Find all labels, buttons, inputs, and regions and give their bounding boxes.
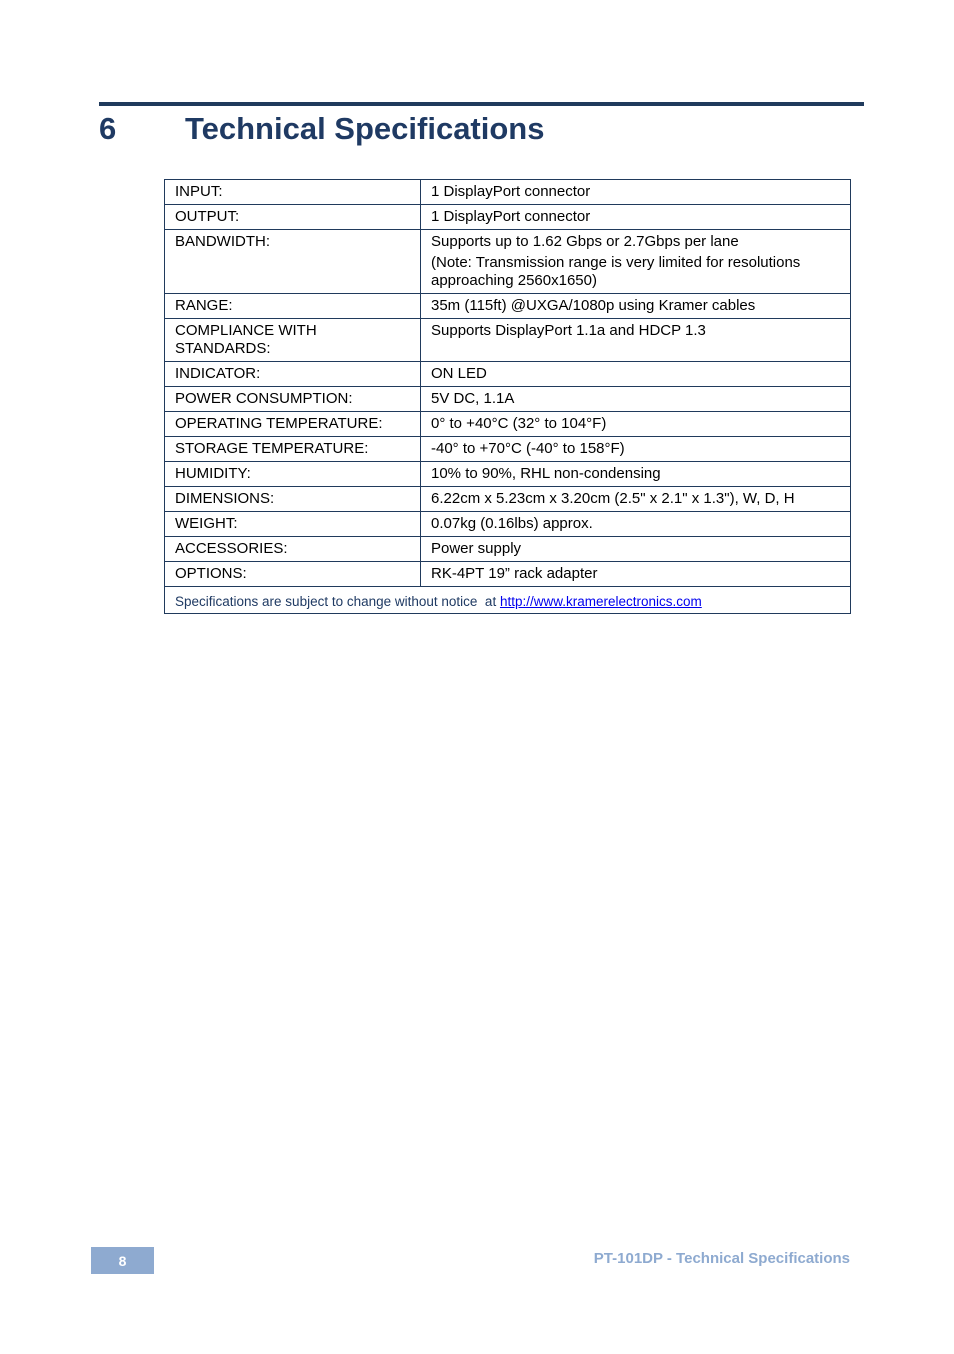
section-title: Technical Specifications (185, 111, 545, 146)
spec-value-line: -40° to +70°C (-40° to 158°F) (431, 440, 625, 457)
spec-value-line: 0° to +40°C (32° to 104°F) (431, 415, 607, 432)
heading-rule (99, 102, 864, 106)
kramer-website-link[interactable]: http://www.kramerelectronics.com (499, 594, 702, 609)
spec-value (421, 487, 851, 512)
spec-label: RANGE: (165, 294, 421, 319)
spec-value-line: 35m (115ft) @UXGA/1080p using Kramer cables (431, 297, 756, 314)
spec-value (421, 387, 851, 412)
spec-row (165, 319, 851, 362)
spec-value (421, 180, 851, 205)
spec-value-line: Supports up to 1.62 Gbps or 2.7Gbps per lane (431, 233, 739, 250)
spec-row (165, 437, 851, 462)
spec-label: DIMENSIONS: (165, 487, 421, 512)
spec-row (165, 387, 851, 412)
spec-value (421, 512, 851, 537)
spec-row (165, 362, 851, 387)
spec-label: OPERATING TEMPERATURE: (165, 412, 421, 437)
spec-value (421, 412, 851, 437)
spec-value-line: 5V DC, 1.1A (431, 390, 515, 407)
spec-row (165, 487, 851, 512)
spec-value-line: RK-4PT 19” rack adapter (431, 565, 598, 582)
spec-label: OPTIONS: (165, 562, 421, 587)
spec-label: BANDWIDTH: (165, 230, 421, 294)
spec-label: STORAGE TEMPERATURE: (165, 437, 421, 462)
spec-value-line: 6.22cm x 5.23cm x 3.20cm (2.5" x 2.1" x 1.3"), W, D, H (431, 490, 795, 507)
spec-note (165, 587, 851, 614)
spec-row (165, 412, 851, 437)
spec-value-line: 1 DisplayPort connector (431, 183, 591, 200)
spec-value-line: 0.07kg (0.16lbs) approx. (431, 515, 593, 532)
spec-value (421, 205, 851, 230)
spec-label: WEIGHT: (165, 512, 421, 537)
page-number: 8 (91, 1247, 154, 1274)
spec-value (421, 462, 851, 487)
spec-value-line: ON LED (431, 365, 487, 382)
spec-row (165, 294, 851, 319)
spec-row (165, 462, 851, 487)
spec-table (164, 179, 851, 614)
spec-value (421, 294, 851, 319)
spec-value-line: 1 DisplayPort connector (431, 208, 591, 225)
spec-value (421, 437, 851, 462)
spec-note-text: Specifications are subject to change without notice at (175, 594, 500, 609)
spec-row (165, 180, 851, 205)
spec-value (421, 537, 851, 562)
spec-label: OUTPUT: (165, 205, 421, 230)
spec-label: ACCESSORIES: (165, 537, 421, 562)
spec-label: INPUT: (165, 180, 421, 205)
spec-row (165, 562, 851, 587)
spec-value (421, 230, 851, 294)
spec-label: INDICATOR: (165, 362, 421, 387)
spec-label: POWER CONSUMPTION: (165, 387, 421, 412)
spec-label: COMPLIANCE WITH STANDARDS: (165, 319, 421, 362)
spec-row (165, 512, 851, 537)
spec-value-line: 10% to 90%, RHL non-condensing (431, 465, 661, 482)
spec-label: HUMIDITY: (165, 462, 421, 487)
spec-value (421, 362, 851, 387)
section-number: 6 (99, 111, 117, 146)
spec-row (165, 230, 851, 294)
spec-row (165, 537, 851, 562)
spec-value-line: (Note: Transmission range is very limited for resolutions approaching 2560x1650) (431, 254, 801, 289)
spec-value (421, 319, 851, 362)
spec-value-line: Power supply (431, 540, 522, 557)
spec-row (165, 205, 851, 230)
spec-value (421, 562, 851, 587)
spec-value-line: Supports DisplayPort 1.1a and HDCP 1.3 (431, 322, 706, 339)
section-heading (99, 108, 544, 150)
footer-title: PT-101DP - Technical Specifications (593, 1250, 850, 1267)
spec-note-row (165, 587, 851, 614)
